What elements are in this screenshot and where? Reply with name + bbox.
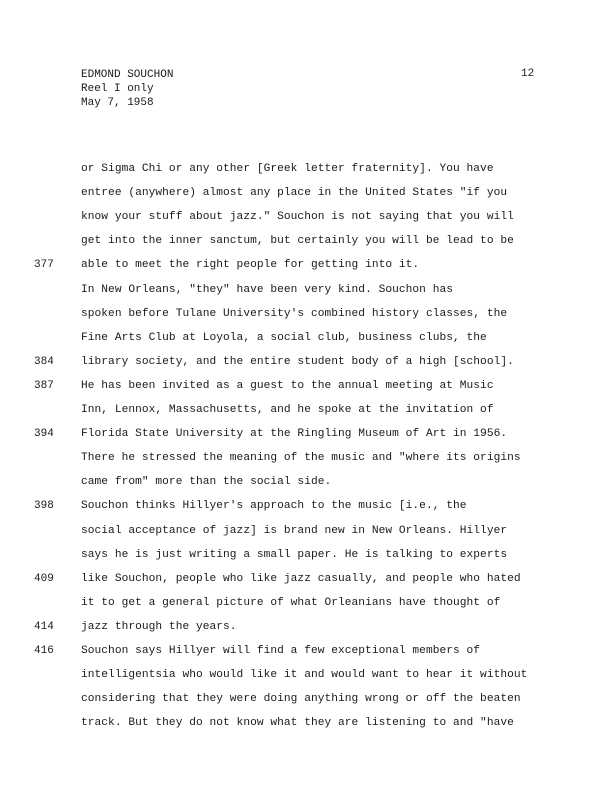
text-line: There he stressed the meaning of the music and "where its origins [81,452,521,465]
text-line: jazz through the years. [81,620,237,633]
tape-line-number: 398 [34,500,54,513]
document-header [81,68,173,110]
text-line: Souchon says Hillyer will find a few exceptional members of [81,645,481,657]
tape-line-number: 414 [34,620,54,633]
text-line: considering that they were doing anything wrong or off the beaten [81,693,521,706]
text-line: track. But they do not know what they are listening to and "have [81,717,514,730]
tape-line-number: 409 [34,572,54,585]
tape-line-number: 384 [34,355,54,368]
page-number: 12 [521,68,535,80]
tape-line-number: 377 [34,259,54,272]
text-line: get into the inner sanctum, but certainly you will be lead to be [81,235,514,248]
text-line: intelligentsia who would like it and would want to hear it without [81,669,528,682]
text-line: In New Orleans, "they" have been very kind. Souchon has [81,283,453,296]
text-line: Souchon thinks Hillyer's approach to the music [i.e., the [81,500,467,513]
tape-line-number: 387 [34,379,54,392]
text-line: spoken before Tulane University's combined history classes, the [81,307,508,320]
text-line: or Sigma Chi or any other [Greek letter fraternity]. You have [81,163,494,175]
text-line: entree (anywhere) almost any place in the United States "if you [81,187,508,200]
text-line: library society, and the entire student body of a high [school]. [81,355,514,368]
text-line: social acceptance of jazz] is brand new in New Orleans. Hillyer [81,524,508,537]
text-line: Fine Arts Club at Loyola, a social club, business clubs, the [81,331,487,344]
text-line: Florida State University at the Ringling Museum of Art in 1956. [81,428,508,441]
text-line: able to meet the right people for getting into it. [81,259,420,272]
reel-info: Reel I only [81,83,154,95]
text-line: like Souchon, people who like jazz casually, and people who hated [81,572,521,585]
text-line: it to get a general picture of what Orleanians have thought of [81,596,501,609]
interviewee-name: EDMOND SOUCHON [81,69,174,81]
text-line: He has been invited as a guest to the annual meeting at Music [81,379,494,392]
interview-date: May 7, 1958 [81,97,154,109]
text-line: know your stuff about jazz." Souchon is not saying that you will [81,211,514,224]
text-line: came from" more than the social side. [81,476,332,489]
tape-line-number: 416 [34,645,54,657]
tape-line-number: 394 [34,428,54,441]
text-line: says he is just writing a small paper. He is talking to experts [81,548,508,561]
text-line: Inn, Lennox, Massachusetts, and he spoke at the invitation of [81,404,494,416]
